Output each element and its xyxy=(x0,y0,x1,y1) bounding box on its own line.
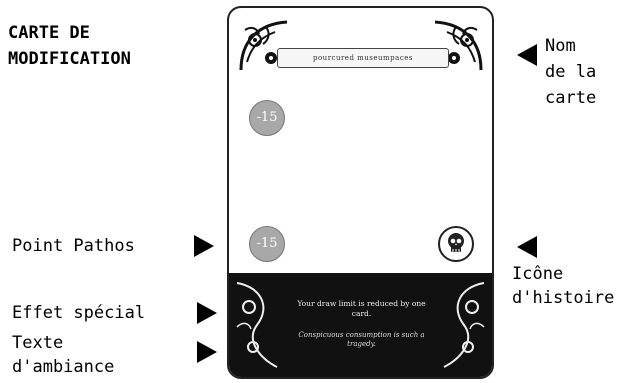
modification-card xyxy=(227,6,494,379)
ambiance-text-label: Texte d'ambiance xyxy=(12,333,115,377)
ambiance-flavor-text: Conspicuous consumption is such a tragedy. xyxy=(298,331,425,348)
ambiance-text-arrow xyxy=(197,341,217,363)
card-text-panel xyxy=(229,273,492,377)
special-effect-arrow xyxy=(197,302,217,324)
bottom-right-ornament-icon xyxy=(440,277,490,373)
story-icon-arrow xyxy=(517,236,537,258)
card-name-arrow xyxy=(517,44,537,66)
story-icon-frame xyxy=(438,226,474,262)
special-effect-label: Effet spécial xyxy=(12,303,146,323)
pathos-point-label: Point Pathos xyxy=(12,236,135,256)
pathos-point-arrow xyxy=(194,235,214,257)
card-name-label: Nom de la carte xyxy=(545,36,597,108)
bottom-left-ornament-icon xyxy=(231,277,281,373)
skull-icon xyxy=(440,228,472,260)
pathos-token-bottom: -15 xyxy=(249,226,285,262)
diagram-title: CARTE DE MODIFICATION xyxy=(8,23,131,69)
pathos-token-top: -15 xyxy=(249,100,285,136)
story-icon-label: Icône d'histoire xyxy=(512,264,615,308)
card-name-banner: pourcured museumpaces xyxy=(277,48,449,68)
special-effect-text: Your draw limit is reduced by one card. xyxy=(297,299,426,318)
